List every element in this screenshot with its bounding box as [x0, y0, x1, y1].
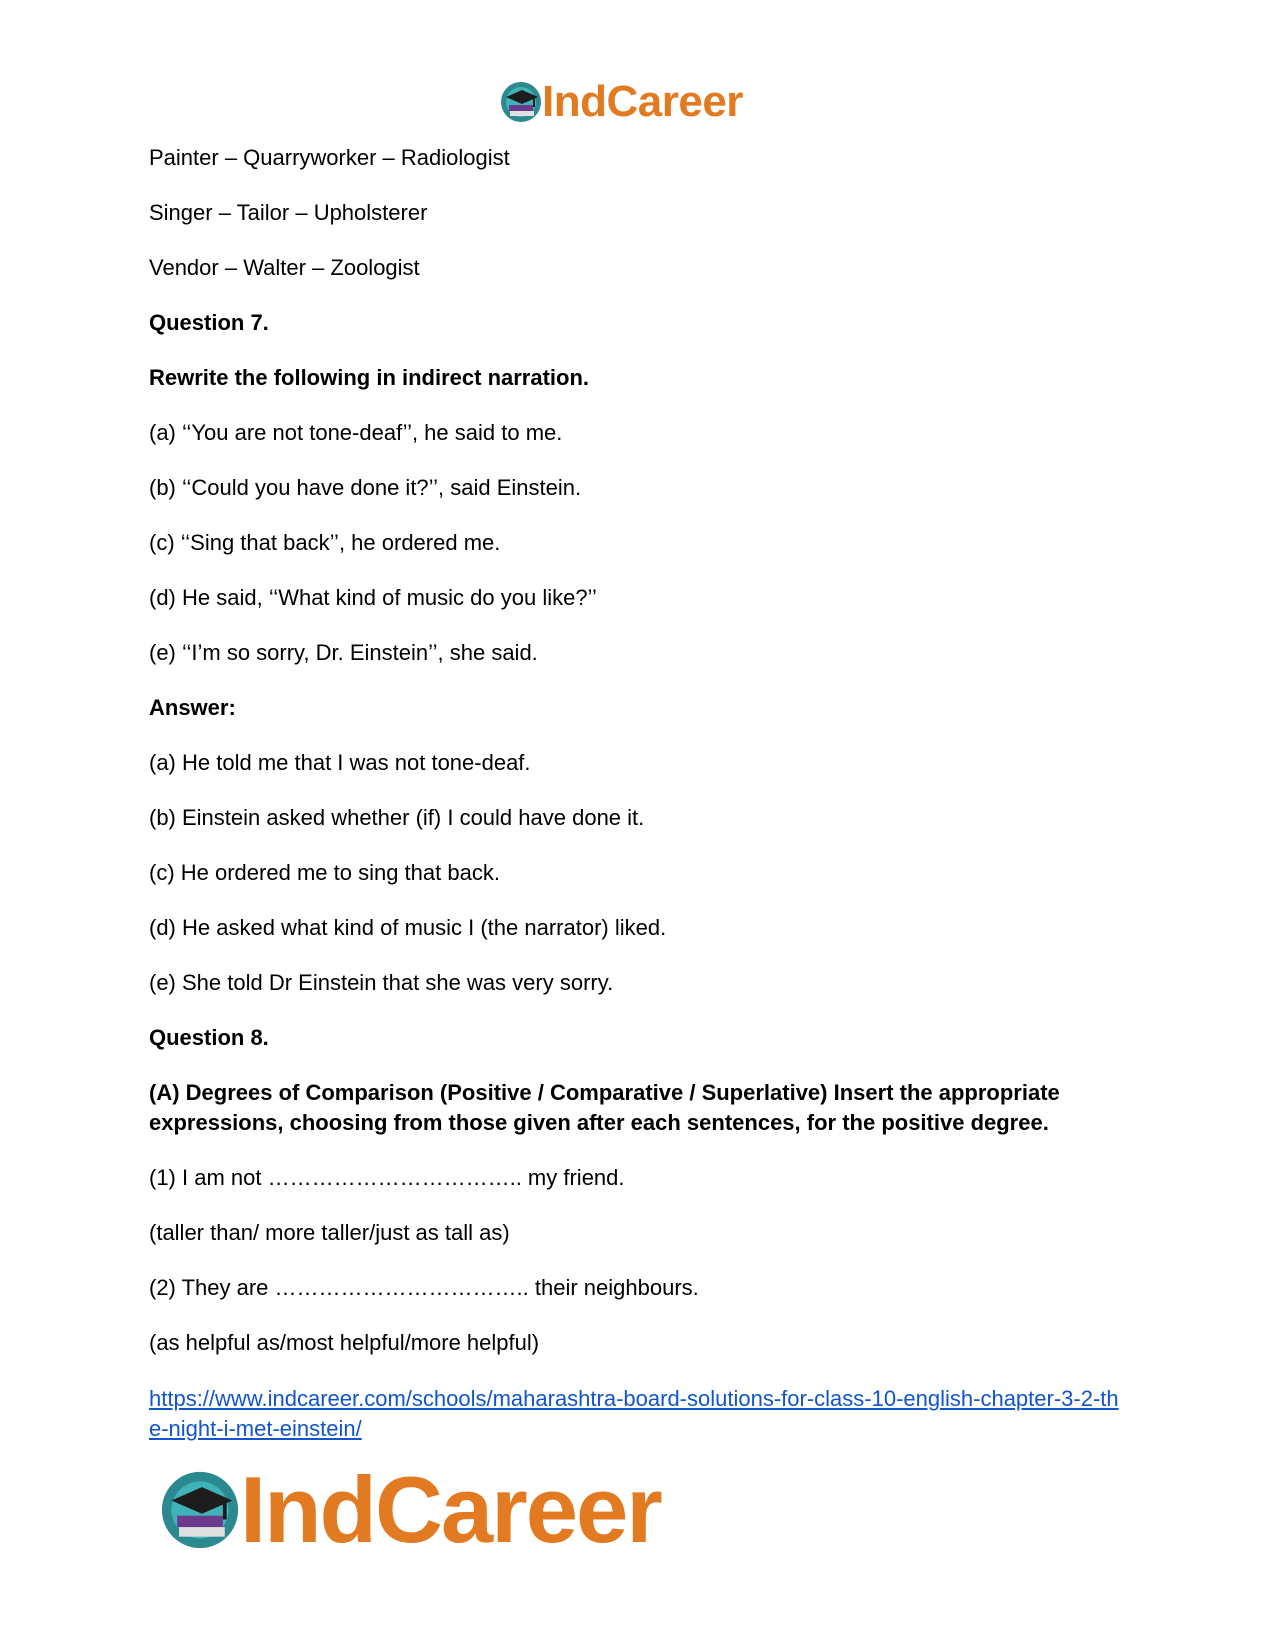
heading-line: Question 8.: [149, 1025, 269, 1050]
graduation-cap-books-icon: [500, 81, 542, 123]
document-body: [149, 143, 1129, 1383]
text-line: Vendor – Walter – Zoologist: [149, 255, 420, 280]
graduation-cap-books-icon: [160, 1470, 240, 1550]
text-line: (a) ‘‘You are not tone-deaf’’, he said to me.: [149, 420, 563, 445]
text-line: (2) They are …………………………….. their neighbours.: [149, 1275, 699, 1300]
text-line: Singer – Tailor – Upholsterer: [149, 200, 428, 225]
text-line: (c) ‘‘Sing that back’’, he ordered me.: [149, 530, 501, 555]
text-line: (taller than/ more taller/just as tall as): [149, 1220, 510, 1245]
heading-line: Answer:: [149, 695, 236, 720]
heading-line: Question 7.: [149, 310, 269, 335]
text-line: (c) He ordered me to sing that back.: [149, 860, 500, 885]
text-line: (as helpful as/most helpful/more helpful): [149, 1330, 540, 1355]
footer-logo: [160, 1457, 661, 1562]
header-logo: [500, 77, 743, 126]
source-url-link[interactable]: https://www.indcareer.com/schools/maharashtra-board-solutions-for-class-10-english-chapter-3-2-the-night-i-met-einstein/: [149, 1386, 1119, 1441]
text-line: (b) Einstein asked whether (if) I could have done it.: [149, 805, 645, 830]
heading-line: (A) Degrees of Comparison (Positive / Comparative / Superlative) Insert the appropriate expressions, choosing from those given after each sentences, for the positive degree.: [149, 1080, 1060, 1135]
text-line: (e) She told Dr Einstein that she was very sorry.: [149, 970, 614, 995]
text-line: (b) ‘‘Could you have done it?’’, said Einstein.: [149, 475, 582, 500]
logo-wordmark: IndCareer: [240, 1457, 661, 1562]
text-line: (a) He told me that I was not tone-deaf.: [149, 750, 531, 775]
text-line: (1) I am not …………………………….. my friend.: [149, 1165, 625, 1190]
text-line: (d) He asked what kind of music I (the narrator) liked.: [149, 915, 667, 940]
text-line: (e) ‘‘I’m so sorry, Dr. Einstein’’, she said.: [149, 640, 538, 665]
logo-wordmark: IndCareer: [542, 77, 743, 126]
text-line: (d) He said, ‘‘What kind of music do you like?’’: [149, 585, 597, 610]
text-line: Painter – Quarryworker – Radiologist: [149, 145, 510, 170]
heading-line: Rewrite the following in indirect narration.: [149, 365, 590, 390]
